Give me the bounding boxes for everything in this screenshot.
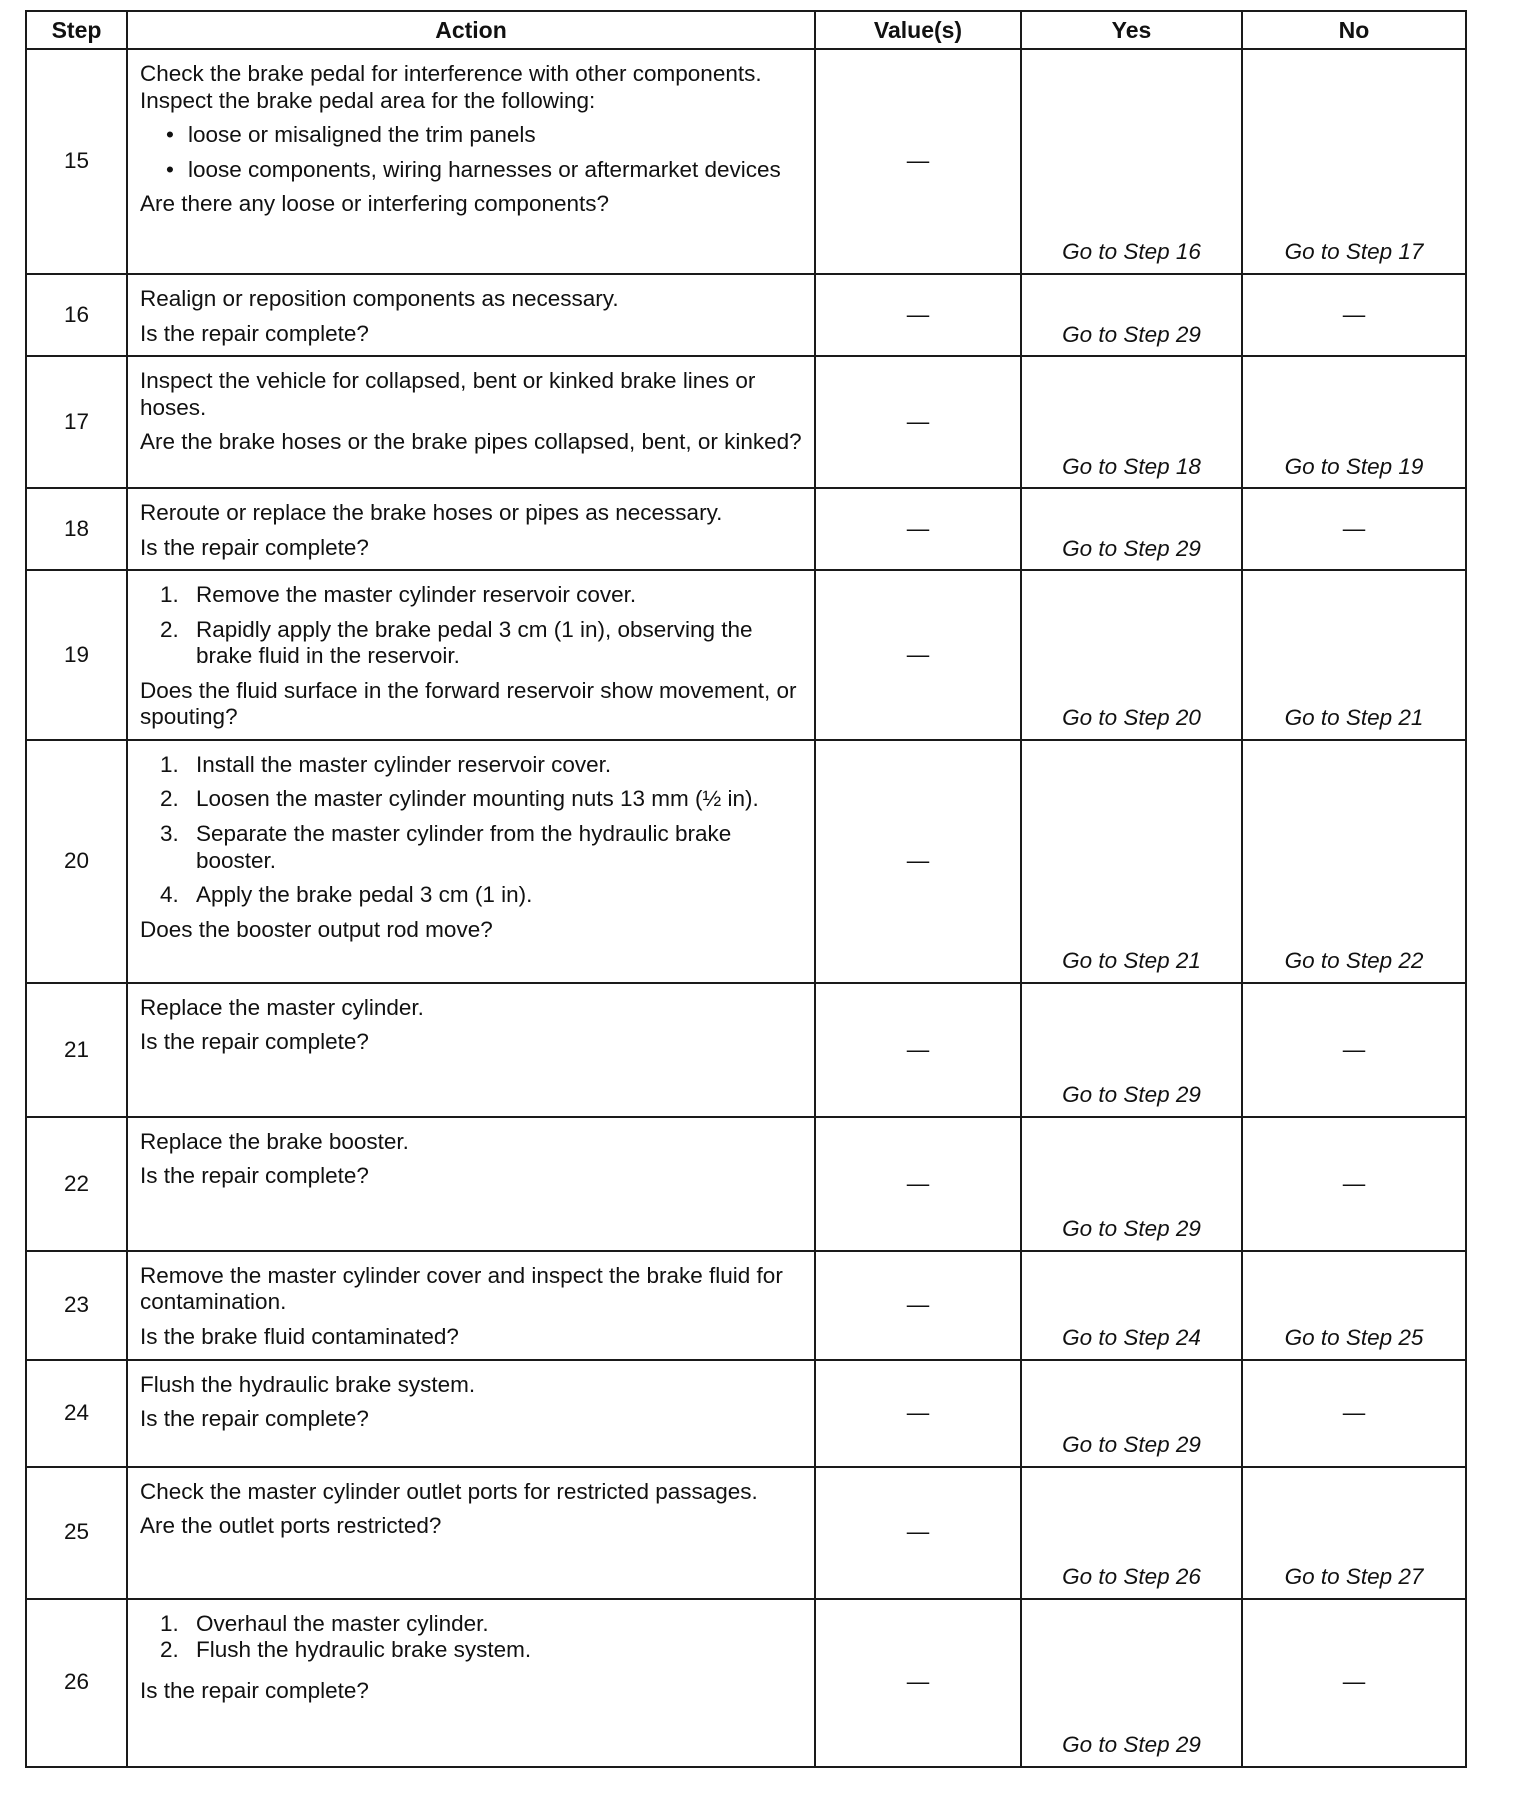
- list-item: 1. Install the master cylinder reservoir cover.: [160, 751, 612, 777]
- table-row: [26, 488, 1466, 570]
- action-question: Is the repair complete?: [140, 534, 369, 560]
- value-cell: —: [815, 1117, 1021, 1251]
- yes-cell: Go to Step 29: [1021, 488, 1242, 570]
- step-number: 18: [26, 488, 127, 570]
- value-cell: —: [815, 49, 1021, 274]
- table-row: [26, 274, 1466, 356]
- step-number: 16: [26, 274, 127, 356]
- action-cell: [127, 1599, 815, 1767]
- no-cell: Go to Step 17: [1242, 49, 1466, 274]
- list-item: 1. Overhaul the master cylinder.: [160, 1610, 489, 1636]
- action-cell: [127, 1117, 815, 1251]
- list-item: • loose or misaligned the trim panels: [162, 122, 804, 149]
- value-cell: —: [815, 740, 1021, 983]
- diagnostic-table: [25, 10, 1467, 1768]
- list-item: 2. Flush the hydraulic brake system.: [160, 1637, 532, 1663]
- yes-cell: Go to Step 24: [1021, 1251, 1242, 1360]
- action-question: Is the repair complete?: [140, 1163, 369, 1189]
- action-text: Check the brake pedal for interference with other components. Inspect the brake pedal area for the following:: [140, 61, 762, 113]
- numbered-list: [140, 752, 804, 909]
- no-cell: —: [1242, 1360, 1466, 1467]
- yes-cell: Go to Step 29: [1021, 1117, 1242, 1251]
- action-text: Check the master cylinder outlet ports for restricted passages.: [140, 1478, 758, 1504]
- table-row: [26, 1599, 1466, 1767]
- step-number: 24: [26, 1360, 127, 1467]
- action-question: Is the brake fluid contaminated?: [140, 1324, 459, 1350]
- action-question: Is the repair complete?: [140, 1406, 369, 1432]
- no-cell: Go to Step 22: [1242, 740, 1466, 983]
- action-question: Is the repair complete?: [140, 1677, 369, 1703]
- table-row: [26, 983, 1466, 1117]
- list-item: 4. Apply the brake pedal 3 cm (1 in).: [160, 882, 533, 908]
- header-action: Action: [127, 11, 815, 49]
- action-question: Is the repair complete?: [140, 320, 369, 346]
- action-text: Reroute or replace the brake hoses or pipes as necessary.: [140, 500, 723, 526]
- value-cell: —: [815, 983, 1021, 1117]
- value-cell: —: [815, 488, 1021, 570]
- action-question: Are there any loose or interfering components?: [140, 191, 610, 217]
- no-cell: Go to Step 19: [1242, 356, 1466, 488]
- header-row: [26, 11, 1466, 49]
- list-item: • loose components, wiring harnesses or aftermarket devices: [162, 157, 804, 184]
- table-row: [26, 570, 1466, 740]
- table-row: [26, 1360, 1466, 1467]
- no-cell: —: [1242, 1117, 1466, 1251]
- action-cell: [127, 740, 815, 983]
- numbered-list: [140, 1611, 804, 1664]
- header-no: No: [1242, 11, 1466, 49]
- value-cell: —: [815, 1360, 1021, 1467]
- list-item: 2. Rapidly apply the brake pedal 3 cm (1 in), observing the brake fluid in the reservoir.: [160, 616, 753, 669]
- action-question: Is the repair complete?: [140, 1029, 369, 1055]
- action-cell: [127, 983, 815, 1117]
- yes-cell: Go to Step 20: [1021, 570, 1242, 740]
- action-text: Remove the master cylinder cover and inspect the brake fluid for contamination.: [140, 1262, 783, 1315]
- value-cell: —: [815, 1467, 1021, 1599]
- step-number: 23: [26, 1251, 127, 1360]
- bullet-list: [140, 122, 804, 183]
- diagnostic-table-container: [25, 10, 1465, 1768]
- no-cell: —: [1242, 1599, 1466, 1767]
- step-number: 22: [26, 1117, 127, 1251]
- list-item: 1. Remove the master cylinder reservoir cover.: [160, 582, 637, 608]
- action-text: Inspect the vehicle for collapsed, bent or kinked brake lines or hoses.: [140, 368, 756, 420]
- value-cell: —: [815, 274, 1021, 356]
- action-cell: [127, 274, 815, 356]
- table-row: [26, 740, 1466, 983]
- step-number: 21: [26, 983, 127, 1117]
- value-cell: —: [815, 1599, 1021, 1767]
- table-row: [26, 1251, 1466, 1360]
- step-number: 15: [26, 49, 127, 274]
- no-cell: Go to Step 21: [1242, 570, 1466, 740]
- no-cell: —: [1242, 274, 1466, 356]
- value-cell: —: [815, 356, 1021, 488]
- header-step: Step: [26, 11, 127, 49]
- table-row: [26, 1117, 1466, 1251]
- action-text: Realign or reposition components as necessary.: [140, 286, 619, 311]
- no-cell: —: [1242, 983, 1466, 1117]
- step-number: 26: [26, 1599, 127, 1767]
- action-text: Replace the brake booster.: [140, 1128, 409, 1154]
- yes-cell: Go to Step 29: [1021, 1599, 1242, 1767]
- table-row: [26, 356, 1466, 488]
- action-cell: [127, 488, 815, 570]
- action-cell: [127, 356, 815, 488]
- step-number: 25: [26, 1467, 127, 1599]
- yes-cell: Go to Step 21: [1021, 740, 1242, 983]
- action-question: Does the booster output rod move?: [140, 916, 493, 942]
- yes-cell: Go to Step 18: [1021, 356, 1242, 488]
- action-text: Flush the hydraulic brake system.: [140, 1371, 476, 1397]
- value-cell: —: [815, 570, 1021, 740]
- action-question: Are the outlet ports restricted?: [140, 1513, 442, 1539]
- action-cell: [127, 1251, 815, 1360]
- action-cell: [127, 1360, 815, 1467]
- header-values: Value(s): [815, 11, 1021, 49]
- value-cell: —: [815, 1251, 1021, 1360]
- step-number: 20: [26, 740, 127, 983]
- action-cell: [127, 1467, 815, 1599]
- list-item: 3. Separate the master cylinder from the hydraulic brake booster.: [160, 821, 732, 873]
- action-question: Are the brake hoses or the brake pipes collapsed, bent, or kinked?: [140, 429, 802, 455]
- no-cell: —: [1242, 488, 1466, 570]
- no-cell: Go to Step 25: [1242, 1251, 1466, 1360]
- header-yes: Yes: [1021, 11, 1242, 49]
- step-number: 19: [26, 570, 127, 740]
- action-text: Replace the master cylinder.: [140, 994, 424, 1020]
- table-row: [26, 1467, 1466, 1599]
- action-cell: [127, 570, 815, 740]
- table-row: [26, 49, 1466, 274]
- yes-cell: Go to Step 16: [1021, 49, 1242, 274]
- yes-cell: Go to Step 29: [1021, 983, 1242, 1117]
- step-number: 17: [26, 356, 127, 488]
- action-cell: [127, 49, 815, 274]
- list-item: 2. Loosen the master cylinder mounting nuts 13 mm (½ in).: [160, 786, 759, 812]
- no-cell: Go to Step 27: [1242, 1467, 1466, 1599]
- numbered-list: [140, 582, 804, 670]
- action-question: Does the fluid surface in the forward reservoir show movement, or spouting?: [140, 677, 797, 730]
- yes-cell: Go to Step 26: [1021, 1467, 1242, 1599]
- yes-cell: Go to Step 29: [1021, 1360, 1242, 1467]
- yes-cell: Go to Step 29: [1021, 274, 1242, 356]
